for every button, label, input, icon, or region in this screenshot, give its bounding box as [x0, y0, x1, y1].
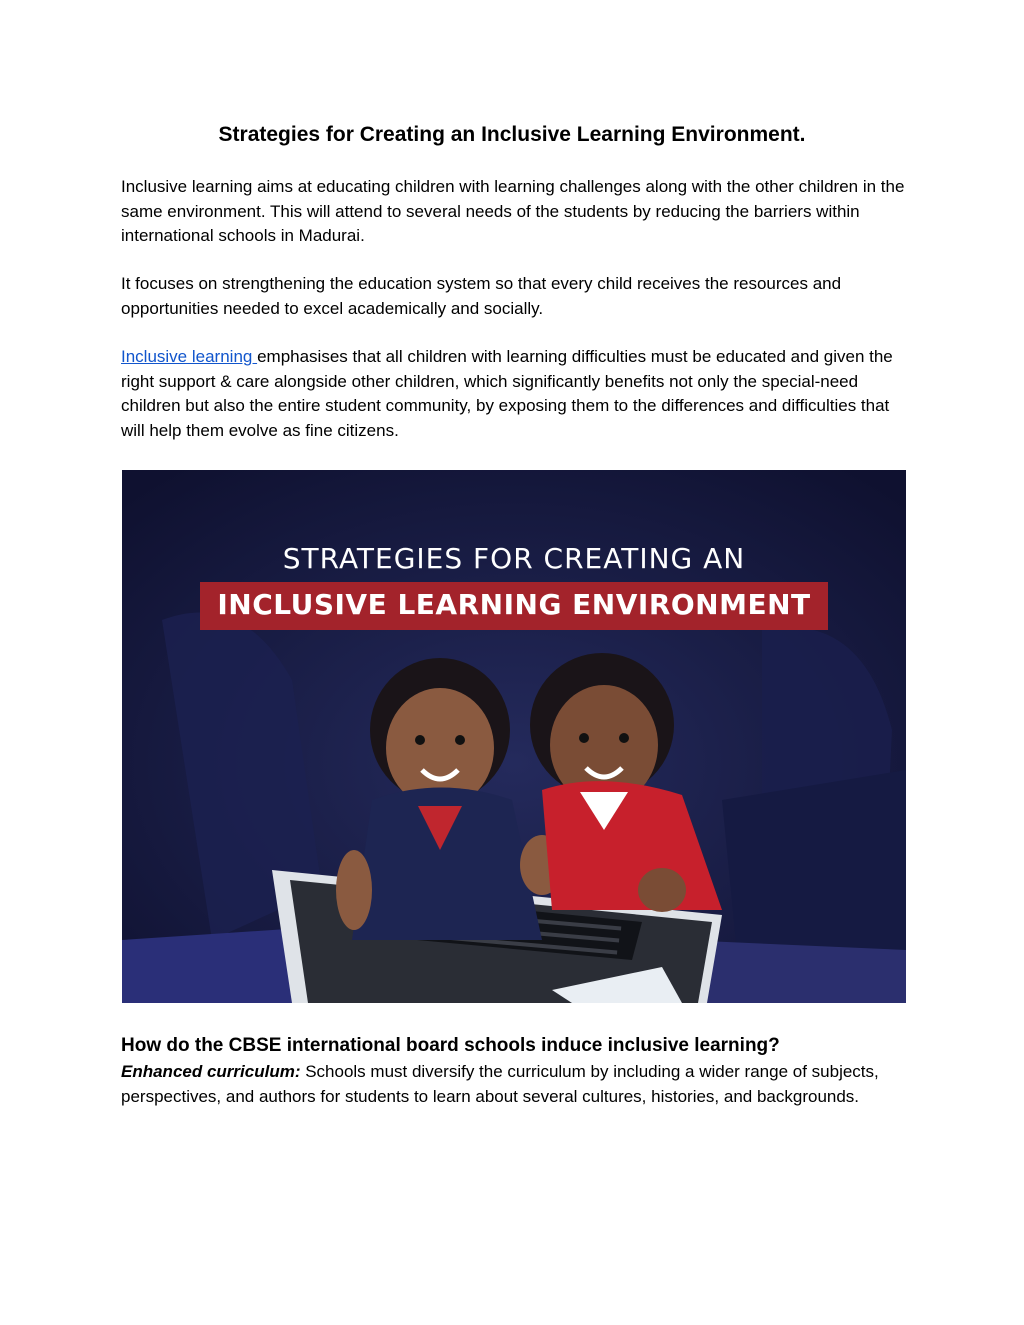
curriculum-text: Schools must diversify the curriculum by including a wider range of subjects, perspectives, and authors for students to learn about several cultures, histories, and backgrounds.	[121, 1062, 879, 1106]
paragraph-inclusive	[121, 345, 911, 443]
curriculum-lead: Enhanced curriculum:	[121, 1062, 301, 1081]
hero-image	[122, 470, 906, 1003]
inclusive-learning-link[interactable]: Inclusive learning	[121, 347, 258, 366]
paragraph-inclusive-text: emphasises that all children with learning difficulties must be educated and given the right support & care alongside other children, which significantly benefits not only the special-need children but also the entire student community, by exposing them to the differences and difficulties that will help them evolve as fine citizens.	[121, 347, 893, 440]
hero-line-1: STRATEGIES FOR CREATING AN	[282, 542, 746, 575]
page-title: Strategies for Creating an Inclusive Learning Environment.	[218, 123, 806, 146]
paragraph-curriculum	[121, 1060, 911, 1109]
section-heading: How do the CBSE international board schools induce inclusive learning?	[121, 1035, 780, 1056]
paragraph-focus: It focuses on strengthening the education system so that every child receives the resources and opportunities needed to excel academically and socially.	[121, 274, 842, 318]
hero-line-2: INCLUSIVE LEARNING ENVIRONMENT	[217, 588, 811, 621]
paragraph-intro: Inclusive learning aims at educating children with learning challenges along with the other children in the same environment. This will attend to several needs of the students by reducing the barriers within international schools in Madurai.	[121, 177, 905, 245]
